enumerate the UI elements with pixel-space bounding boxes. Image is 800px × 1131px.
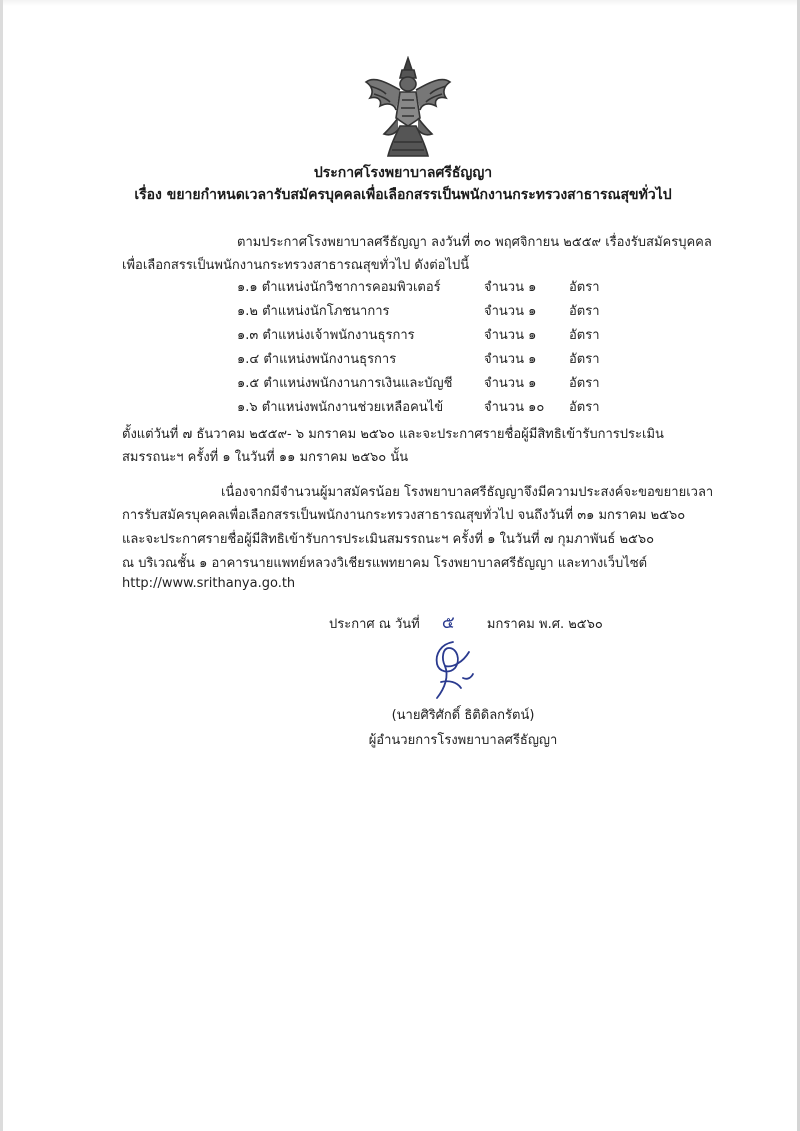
position-quantity: จำนวน ๑ [484, 304, 537, 319]
position-label: ๑.๖ ตำแหน่งพนักงานช่วยเหลือคนไข้ [237, 400, 444, 415]
extension-line-4: ณ บริเวณชั้น ๑ อาคารนายแพทย์หลวงวิเชียรแพทยาคม โรงพยาบาลศรีธัญญา และทางเว็บไซต์ [122, 556, 648, 571]
position-label: ๑.๓ ตำแหน่งเจ้าพนักงานธุรการ [237, 328, 415, 343]
position-label: ๑.๔ ตำแหน่งพนักงานธุรการ [237, 352, 397, 367]
announce-prefix: ประกาศ ณ วันที่ [329, 617, 420, 632]
intro-line-2: เพื่อเลือกสรรเป็นพนักงานกระทรวงสาธารณสุขทั่วไป ดังต่อไปนี้ [122, 258, 470, 273]
extension-line-3: และจะประกาศรายชื่อผู้มีสิทธิเข้ารับการประเมินสมรรถนะฯ ครั้งที่ ๑ ในวันที่ ๗ กุมภาพันธ์ ๒๕๖๐ [122, 532, 655, 547]
announcement-subject: เรื่อง ขยายกำหนดเวลารับสมัครบุคคลเพื่อเลือกสรรเป็นพนักงานกระทรวงสาธารณสุขทั่วไป [134, 187, 672, 203]
position-quantity: จำนวน ๑ [484, 352, 537, 367]
position-quantity: จำนวน ๑ [484, 280, 537, 295]
period-line-2: สมรรถนะฯ ครั้งที่ ๑ ในวันที่ ๑๑ มกราคม ๒๕๖๐ นั้น [122, 450, 409, 465]
intro-line-1: ตามประกาศโรงพยาบาลศรีธัญญา ลงวันที่ ๓๐ พฤศจิกายน ๒๕๕๙ เรื่องรับสมัครบุคคล [237, 235, 712, 250]
signature [423, 638, 479, 704]
position-label: ๑.๒ ตำแหน่งนักโภชนาการ [237, 304, 390, 319]
position-quantity: จำนวน ๑ [484, 328, 537, 343]
extension-line-2: การรับสมัครบุคคลเพื่อเลือกสรรเป็นพนักงานกระทรวงสาธารณสุขทั่วไป จนถึงวันที่ ๓๑ มกราคม ๒๕๖๐ [122, 508, 686, 523]
announce-month-year: มกราคม พ.ศ. ๒๕๖๐ [486, 617, 603, 632]
announce-date [329, 609, 603, 636]
extension-line-1: เนื่องจากมีจำนวนผู้มาสมัครน้อย โรงพยาบาลศรีธัญญาจึงมีความประสงค์จะขอขยายเวลา [221, 485, 714, 500]
signatory-title: ผู้อำนวยการโรงพยาบาลศรีธัญญา [368, 733, 558, 748]
position-rate: อัตรา [569, 352, 600, 367]
position-rate: อัตรา [569, 376, 600, 391]
signatory-name: (นายศิริศักดิ์ ธิติดิลกรัตน์) [391, 708, 535, 723]
garuda-emblem-icon [364, 56, 452, 158]
position-label: ๑.๕ ตำแหน่งพนักงานการเงินและบัญชี [237, 376, 453, 391]
position-quantity: จำนวน ๑ [484, 376, 537, 391]
announcement-title: ประกาศโรงพยาบาลศรีธัญญา [313, 165, 493, 181]
position-label: ๑.๑ ตำแหน่งนักวิชาการคอมพิวเตอร์ [237, 280, 441, 295]
position-rate: อัตรา [569, 328, 600, 343]
period-line-1: ตั้งแต่วันที่ ๗ ธันวาคม ๒๕๕๙- ๖ มกราคม ๒๕๖๐ และจะประกาศรายชื่อผู้มีสิทธิเข้ารับการประเมิน [122, 427, 664, 442]
website-link[interactable]: http://www.srithanya.go.th [122, 576, 296, 591]
position-quantity: จำนวน ๑๐ [484, 400, 545, 415]
position-rate: อัตรา [569, 400, 600, 415]
position-rate: อัตรา [569, 304, 600, 319]
announce-day: ๕ [441, 613, 455, 633]
position-rate: อัตรา [569, 280, 600, 295]
